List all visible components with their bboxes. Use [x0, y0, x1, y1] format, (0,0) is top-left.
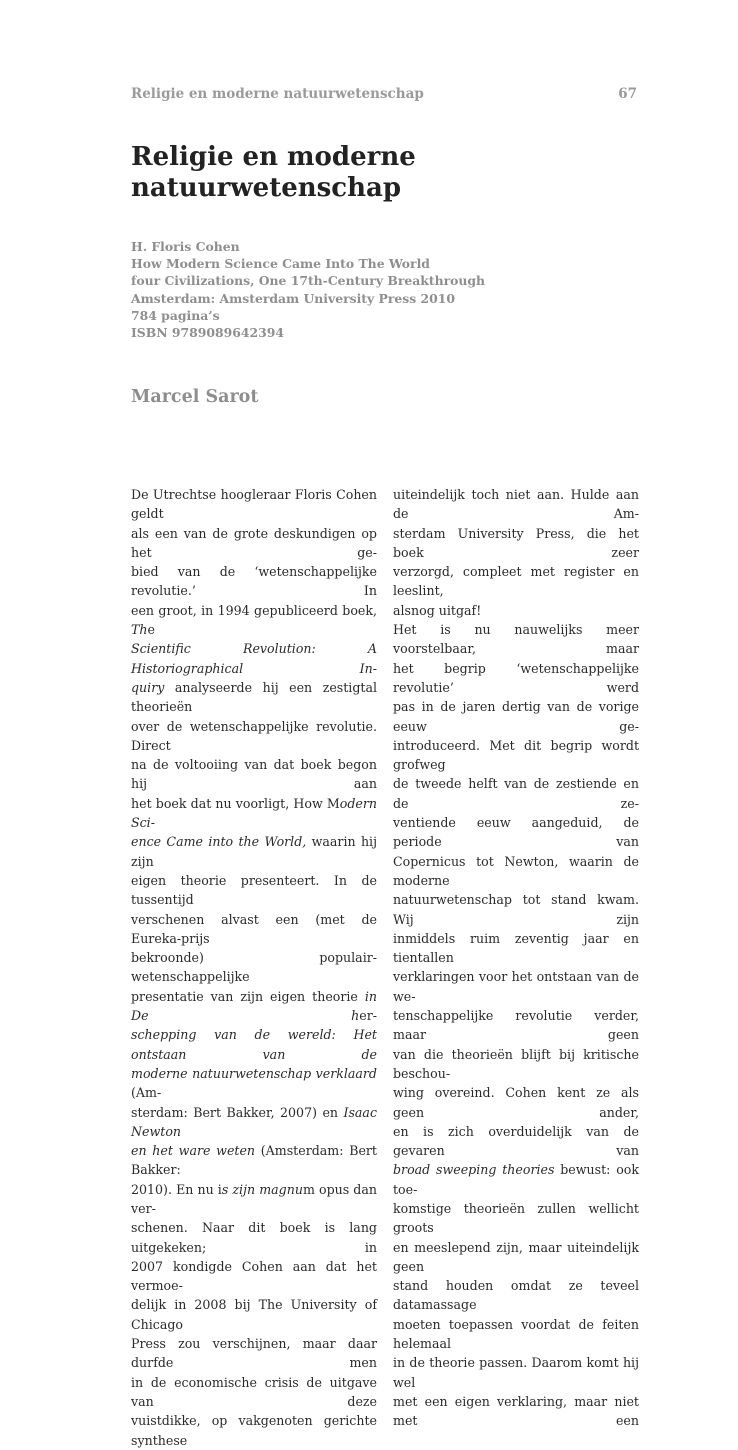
text-line: en meeslepend zijn, maar uiteindelijk geen — [393, 1239, 639, 1274]
text-line: verschenen alvast een (met de Eureka-prijs — [131, 911, 377, 946]
text-line: eigen theorie presenteert. In de tussentijd — [131, 872, 377, 908]
text-line: Het is nu nauwelijks meer voorstelbaar, maar — [393, 622, 639, 657]
text-line: quiry analyseerde hij een zestigtal theorieën — [131, 679, 377, 715]
book-author: H. Floris Cohen — [131, 239, 240, 254]
text-line: vuistdikke, op vakgenoten gerichte synthese — [131, 1413, 377, 1448]
text-line: tenschappelijke revolutie verder, maar geen — [393, 1008, 639, 1043]
book-bibliography — [131, 238, 611, 341]
text-line: introduceerd. Met dit begrip wordt grofweg — [393, 737, 639, 773]
text-line: wing overeind. Cohen kent ze als geen ander, — [393, 1085, 639, 1120]
text-line: uiteindelijk toch niet aan. Hulde aan de Am- — [393, 487, 639, 522]
article-title-line: Religie en moderne — [131, 142, 416, 172]
text-line: 2007 kondigde Cohen aan dat het vermoe- — [131, 1258, 377, 1294]
text-line: het boek dat nu voorligt, How Modern Sci- — [131, 795, 377, 831]
text-line: in de theorie passen. Daarom komt hij wel — [393, 1355, 639, 1390]
book-isbn: ISBN 9789089642394 — [131, 325, 284, 341]
text-line: schenen. Naar dit boek is lang uitgekeken; in — [131, 1220, 377, 1255]
book-pages: 784 pagina’s — [131, 307, 220, 323]
text-line: 2010). En nu is zijn magnum opus dan ver- — [131, 1181, 377, 1216]
article-title-line: natuurwetenschap — [131, 173, 402, 203]
text-line: en is zich overduidelijk van de gevaren van — [393, 1123, 639, 1159]
page-number: 67 — [618, 86, 637, 102]
text-line: delijk in 2008 bij The University of Chicago — [131, 1297, 377, 1332]
text-line: pas in de jaren dertig van de vorige eeuw ge- — [393, 699, 639, 734]
text-line: natuurwetenschap tot stand kwam. Wij zijn — [393, 892, 639, 927]
text-line: moeten toepassen voordat de feiten helemaal — [393, 1316, 639, 1352]
text-line: Press zou verschijnen, maar daar durfde men — [131, 1336, 377, 1371]
body-column-left — [131, 485, 377, 1450]
text-line: presentatie van zijn eigen theorie in De her- — [131, 988, 377, 1024]
book-publisher: Amsterdam: Amsterdam University Press 2010 — [131, 290, 456, 306]
text-line: ventiende eeuw aangeduid, de periode van — [393, 815, 639, 850]
text-line: na de voltooiing van dat boek begon hij aan — [131, 757, 377, 792]
text-line: stand houden omdat ze teveel datamassage — [393, 1278, 639, 1313]
text-line: als een van de grote deskundigen op het ge- — [131, 525, 377, 560]
text-line: met een eigen verklaring, maar niet met een — [393, 1393, 639, 1429]
text-line: en het ware weten (Amsterdam: Bert Bakker: — [131, 1143, 377, 1178]
text-line: sterdam: Bert Bakker, 2007) en Isaac Newton — [131, 1104, 377, 1139]
body-column-right — [393, 485, 639, 1431]
text-line: Scientific Revolution: A Historiographical In- — [131, 641, 377, 676]
text-line: het begrip ‘wetenschappelijke revolutie’ werd — [393, 660, 639, 695]
text-line: broad sweeping theories bewust: ook toe- — [393, 1162, 639, 1197]
text-line: verklaringen voor het ontstaan van de we- — [393, 969, 639, 1004]
text-line: van die theorieën blijft bij kritische beschou- — [393, 1046, 639, 1081]
text-line: over de wetenschappelijke revolutie. Direct — [131, 718, 377, 753]
running-head-title: Religie en moderne natuurwetenschap — [131, 86, 424, 102]
book-title: How Modern Science Came Into The World — [131, 256, 430, 272]
text-line: moderne natuurwetenschap verklaard (Am- — [131, 1065, 377, 1101]
text-line: verzorgd, compleet met register en leeslint, — [393, 564, 639, 599]
text-line: alsnog uitgaf! — [393, 602, 482, 618]
text-line: een groot, in 1994 gepubliceerd boek, The — [131, 602, 377, 638]
text-line: bied van de ‘wetenschappelijke revolutie.’ In — [131, 564, 377, 599]
text-line: inmiddels ruim zeventig jaar en tientallen — [393, 930, 639, 966]
text-line: De Utrechtse hoogleraar Floris Cohen geldt — [131, 487, 377, 522]
running-head — [131, 86, 637, 102]
text-line: komstige theorieën zullen wellicht groots — [393, 1200, 639, 1236]
text-line: de tweede helft van de zestiende en de ze- — [393, 776, 639, 811]
text-line: bekroonde) populair-wetenschappelijke — [131, 950, 377, 985]
reviewer-name: Marcel Sarot — [131, 387, 259, 407]
text-line: in de economische crisis de uitgave van deze — [131, 1374, 377, 1409]
book-subtitle: four Civilizations, One 17th-Century Breakthrough — [131, 273, 486, 289]
text-line: schepping van de wereld: Het ontstaan van de — [131, 1027, 377, 1062]
text-line: ence Came into the World, waarin hij zijn — [131, 834, 377, 869]
article-title — [131, 142, 611, 204]
text-line: Copernicus tot Newton, waarin de moderne — [393, 853, 639, 888]
text-line: sterdam University Press, die het boek zeer — [393, 525, 639, 560]
